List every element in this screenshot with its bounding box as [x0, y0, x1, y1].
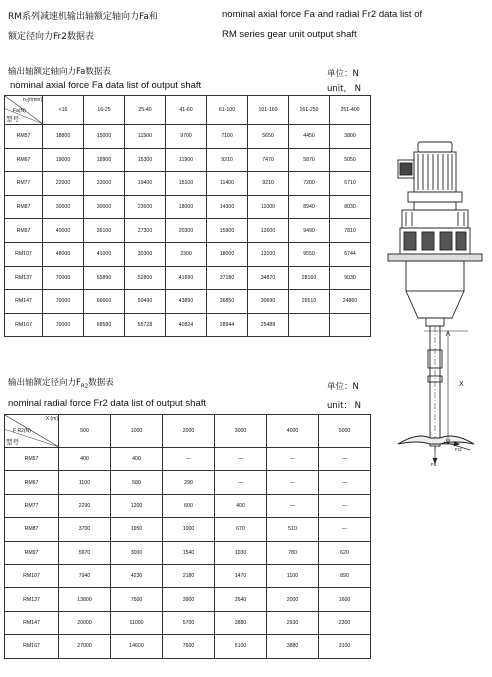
- axial-value-cell: 52800: [125, 266, 166, 290]
- axial-value-cell: 11000: [248, 195, 289, 219]
- radial-value-cell: —: [267, 494, 319, 517]
- axial-value-cell: 25488: [248, 313, 289, 337]
- radial-value-cell: 7940: [59, 564, 111, 587]
- axial-value-cell: 50490: [125, 290, 166, 314]
- axial-value-cell: 36100: [84, 219, 125, 243]
- table-row: [5, 219, 371, 243]
- radial-model-cell: RM147: [5, 611, 59, 634]
- radial-value-cell: 1200: [111, 494, 163, 517]
- radial-value-cell: 2640: [215, 588, 267, 611]
- axial-value-cell: 15300: [125, 148, 166, 172]
- axial-model-cell: RM137: [5, 266, 43, 290]
- table-row: [5, 611, 371, 634]
- radial-value-cell: 600: [163, 494, 215, 517]
- axial-value-cell: 9550: [289, 242, 330, 266]
- axial-value-cell: 28944: [207, 313, 248, 337]
- radial-model-cell: RM67: [5, 471, 59, 494]
- table-row: [5, 172, 371, 196]
- radial-value-cell: 400: [111, 448, 163, 471]
- axial-value-cell: 26510: [289, 290, 330, 314]
- figure-label-fa: Fa: [431, 462, 437, 467]
- motor-cap: [418, 142, 452, 152]
- radial-value-cell: 7500: [111, 588, 163, 611]
- radial-value-cell: —: [319, 448, 371, 471]
- radial-value-cell: 1000: [163, 518, 215, 541]
- radial-value-cell: 2300: [319, 611, 371, 634]
- table-row: [5, 242, 371, 266]
- table-row: [5, 148, 371, 172]
- radial-title-en: nominal radial force Fr2 data list of output shaft: [8, 398, 207, 409]
- axial-value-cell: 7810: [330, 219, 371, 243]
- axial-value-cell: 22000: [43, 172, 84, 196]
- table-row: [5, 541, 371, 564]
- table-row: [5, 494, 371, 517]
- axial-value-cell: 5870: [289, 148, 330, 172]
- axial-value-cell: 30690: [248, 290, 289, 314]
- radial-force-table: [4, 414, 371, 659]
- table-row: [5, 266, 371, 290]
- axial-value-cell: 65890: [84, 266, 125, 290]
- axial-model-cell: RM57: [5, 125, 43, 149]
- figure-label-fr2: Fr2: [455, 447, 462, 452]
- axial-model-cell: RM147: [5, 290, 43, 314]
- radial-value-cell: 510: [267, 518, 319, 541]
- radial-corner-mid: F R2(N): [13, 428, 31, 435]
- radial-value-cell: 5670: [59, 541, 111, 564]
- axial-value-cell: 9210: [248, 172, 289, 196]
- axial-corner-bottom: 型号: [6, 116, 19, 123]
- table-row: [5, 195, 371, 219]
- axial-value-cell: 19000: [43, 148, 84, 172]
- table-row: [5, 448, 371, 471]
- radial-value-cell: 400: [59, 448, 111, 471]
- radial-column-header: 5000: [319, 415, 371, 448]
- radial-column-header: 2000: [163, 415, 215, 448]
- radial-value-cell: 1540: [163, 541, 215, 564]
- radial-title-cn-suffix: 数据表: [88, 378, 114, 388]
- axial-value-cell: 5650: [248, 125, 289, 149]
- radial-model-cell: RM167: [5, 635, 59, 658]
- axial-value-cell: 9030: [330, 266, 371, 290]
- axial-value-cell: 27300: [125, 219, 166, 243]
- axial-value-cell: 9210: [207, 148, 248, 172]
- output-housing: [406, 261, 464, 291]
- axial-value-cell: 70000: [43, 313, 84, 337]
- axial-value-cell: 6744: [330, 242, 371, 266]
- radial-value-cell: 1950: [111, 518, 163, 541]
- motor-flange: [408, 192, 462, 202]
- radial-unit-cn: 单位：N: [327, 382, 359, 392]
- axial-value-cell: 8030: [330, 195, 371, 219]
- radial-value-cell: —: [215, 448, 267, 471]
- radial-value-cell: 1100: [267, 564, 319, 587]
- axial-value-cell: 8940: [289, 195, 330, 219]
- table-row: [5, 313, 371, 337]
- axial-value-cell: 13100: [248, 242, 289, 266]
- radial-value-cell: —: [215, 471, 267, 494]
- axial-value-cell: 4450: [289, 125, 330, 149]
- axial-value-cell: 15000: [84, 125, 125, 149]
- axial-value-cell: 28160: [289, 266, 330, 290]
- axial-value-cell: 43890: [166, 290, 207, 314]
- axial-value-cell: 40000: [43, 219, 84, 243]
- axial-column-header: <16: [43, 96, 84, 125]
- axial-value-cell: 15900: [207, 219, 248, 243]
- figure-label-x: X: [459, 381, 464, 388]
- axial-column-header: 25-40: [125, 96, 166, 125]
- radial-model-cell: RM87: [5, 518, 59, 541]
- axial-column-header: 101-160: [248, 96, 289, 125]
- motor-body: [414, 152, 456, 192]
- radial-model-cell: RM107: [5, 564, 59, 587]
- axial-value-cell: 5050: [330, 148, 371, 172]
- axial-corner-diagonal: [5, 96, 43, 124]
- axial-value-cell: [289, 313, 330, 337]
- table-row: [5, 564, 371, 587]
- radial-value-cell: —: [163, 448, 215, 471]
- axial-value-cell: 9490: [289, 219, 330, 243]
- axial-value-cell: 18800: [43, 125, 84, 149]
- axial-value-cell: 48000: [43, 242, 84, 266]
- axial-value-cell: 41000: [84, 242, 125, 266]
- table-row: [5, 290, 371, 314]
- table-row: [5, 588, 371, 611]
- axial-corner-mid: Fa(N): [13, 107, 26, 114]
- radial-value-cell: 13800: [59, 588, 111, 611]
- axial-value-cell: 68580: [84, 313, 125, 337]
- axial-value-cell: 34870: [248, 266, 289, 290]
- radial-value-cell: 1030: [215, 541, 267, 564]
- gear-unit-drawing: [378, 140, 490, 470]
- radial-value-cell: 3100: [319, 635, 371, 658]
- radial-model-cell: RM137: [5, 588, 59, 611]
- axial-corner-top: n₂(r/min): [22, 97, 42, 103]
- axial-value-cell: 30000: [84, 195, 125, 219]
- axial-model-cell: RM97: [5, 219, 43, 243]
- axial-value-cell: 37180: [207, 266, 248, 290]
- axial-value-cell: 30000: [43, 195, 84, 219]
- axial-title-cn: 输出轴额定轴向力Fa数据表: [8, 67, 111, 77]
- axial-model-cell: RM167: [5, 313, 43, 337]
- axial-corner-cell: [5, 96, 43, 125]
- axial-value-cell: 24860: [330, 290, 371, 314]
- axial-value-cell: 3800: [330, 125, 371, 149]
- axial-model-cell: RM107: [5, 242, 43, 266]
- radial-value-cell: 5700: [163, 611, 215, 634]
- radial-value-cell: 3900: [163, 588, 215, 611]
- radial-value-cell: 400: [215, 494, 267, 517]
- radial-column-header: 1000: [111, 415, 163, 448]
- axial-value-cell: 18000: [207, 242, 248, 266]
- radial-model-cell: RM57: [5, 448, 59, 471]
- axial-value-cell: 41690: [166, 266, 207, 290]
- radial-value-cell: —: [319, 471, 371, 494]
- radial-value-cell: 3000: [111, 541, 163, 564]
- axial-value-cell: 7470: [248, 148, 289, 172]
- table-row: [5, 635, 371, 658]
- radial-value-cell: —: [319, 518, 371, 541]
- axial-value-cell: 70000: [43, 266, 84, 290]
- axial-force-table: [4, 95, 371, 337]
- axial-value-cell: 20300: [166, 219, 207, 243]
- radial-value-cell: 890: [319, 564, 371, 587]
- axial-value-cell: 66660: [84, 290, 125, 314]
- axial-model-cell: RM87: [5, 195, 43, 219]
- axial-value-cell: 15100: [166, 172, 207, 196]
- axial-model-cell: RM67: [5, 148, 43, 172]
- axial-value-cell: 19400: [125, 172, 166, 196]
- axial-value-cell: 18000: [166, 195, 207, 219]
- header-title-cn-line2: 额定径向力Fr2数据表: [8, 32, 94, 42]
- axial-value-cell: 18900: [84, 148, 125, 172]
- header-title-en-line2: RM series gear unit output shaft: [222, 29, 357, 40]
- axial-header-row: [5, 96, 371, 125]
- axial-column-header: 161-250: [289, 96, 330, 125]
- axial-value-cell: 6710: [330, 172, 371, 196]
- axial-value-cell: 55728: [125, 313, 166, 337]
- radial-column-header: 500: [59, 415, 111, 448]
- axial-value-cell: [330, 313, 371, 337]
- radial-value-cell: 1600: [319, 588, 371, 611]
- axial-value-cell: 7200: [289, 172, 330, 196]
- axial-value-cell: 11500: [125, 125, 166, 149]
- axial-column-header: 41-60: [166, 96, 207, 125]
- radial-value-cell: 670: [215, 518, 267, 541]
- axial-unit-cn: 单位：N: [327, 69, 359, 79]
- axial-value-cell: 12600: [248, 219, 289, 243]
- axial-value-cell: 9700: [166, 125, 207, 149]
- table-row: [5, 518, 371, 541]
- radial-value-cell: 4230: [111, 564, 163, 587]
- radial-value-cell: 7600: [163, 635, 215, 658]
- impeller: [398, 436, 474, 444]
- radial-value-cell: 3700: [59, 518, 111, 541]
- radial-value-cell: 580: [111, 471, 163, 494]
- axial-unit-en: unit， N: [327, 84, 362, 94]
- axial-title-en: nominal axial force Fa data list of output shaft: [10, 80, 202, 91]
- radial-value-cell: 14600: [111, 635, 163, 658]
- table-row: [5, 125, 371, 149]
- radial-value-cell: 5100: [215, 635, 267, 658]
- radial-corner-diagonal: [5, 415, 59, 447]
- radial-value-cell: 27000: [59, 635, 111, 658]
- header-title-en-line1: nominal axial force Fa and radial Fr2 data list of: [222, 9, 423, 20]
- axial-value-cell: 40824: [166, 313, 207, 337]
- radial-corner-top: X (m): [45, 416, 58, 422]
- radial-column-header: 3000: [215, 415, 267, 448]
- axial-column-header: 251-400: [330, 96, 371, 125]
- axial-column-header: 16-25: [84, 96, 125, 125]
- radial-column-header: 4000: [267, 415, 319, 448]
- radial-value-cell: 3880: [215, 611, 267, 634]
- radial-value-cell: 11000: [111, 611, 163, 634]
- radial-corner-cell: [5, 415, 59, 448]
- radial-model-cell: RM77: [5, 494, 59, 517]
- radial-unit-en: unit： N: [327, 401, 362, 411]
- radial-value-cell: 3880: [267, 635, 319, 658]
- table-row: [5, 471, 371, 494]
- axial-value-cell: 11400: [207, 172, 248, 196]
- radial-header-row: [5, 415, 371, 448]
- radial-value-cell: 1470: [215, 564, 267, 587]
- radial-value-cell: 620: [319, 541, 371, 564]
- axial-value-cell: 23600: [125, 195, 166, 219]
- axial-value-cell: 7100: [207, 125, 248, 149]
- axial-value-cell: 2300: [166, 242, 207, 266]
- radial-value-cell: 2180: [163, 564, 215, 587]
- radial-value-cell: 20000: [59, 611, 111, 634]
- axial-value-cell: 36850: [207, 290, 248, 314]
- axial-column-header: 61-100: [207, 96, 248, 125]
- axial-value-cell: 30300: [125, 242, 166, 266]
- radial-title-cn-sub: R2: [80, 383, 89, 390]
- radial-value-cell: 2930: [267, 611, 319, 634]
- radial-value-cell: 780: [267, 541, 319, 564]
- radial-title-cn-prefix: 输出轴额定径向力F: [8, 378, 81, 388]
- axial-model-cell: RM77: [5, 172, 43, 196]
- header-title-cn-line1: RM系列减速机输出轴额定轴向力Fa和: [8, 12, 158, 22]
- radial-corner-bottom: 型号: [6, 439, 19, 446]
- radial-value-cell: 290: [163, 471, 215, 494]
- mount-flange: [388, 254, 482, 261]
- axial-value-cell: 14300: [207, 195, 248, 219]
- axial-value-cell: 70000: [43, 290, 84, 314]
- radial-title-cn: [8, 376, 114, 390]
- radial-value-cell: 2290: [59, 494, 111, 517]
- radial-model-cell: RM97: [5, 541, 59, 564]
- radial-value-cell: —: [319, 494, 371, 517]
- radial-value-cell: —: [267, 471, 319, 494]
- axial-value-cell: 11900: [166, 148, 207, 172]
- output-cone: [406, 291, 464, 318]
- radial-value-cell: 2000: [267, 588, 319, 611]
- radial-value-cell: —: [267, 448, 319, 471]
- radial-value-cell: 1100: [59, 471, 111, 494]
- axial-value-cell: 22000: [84, 172, 125, 196]
